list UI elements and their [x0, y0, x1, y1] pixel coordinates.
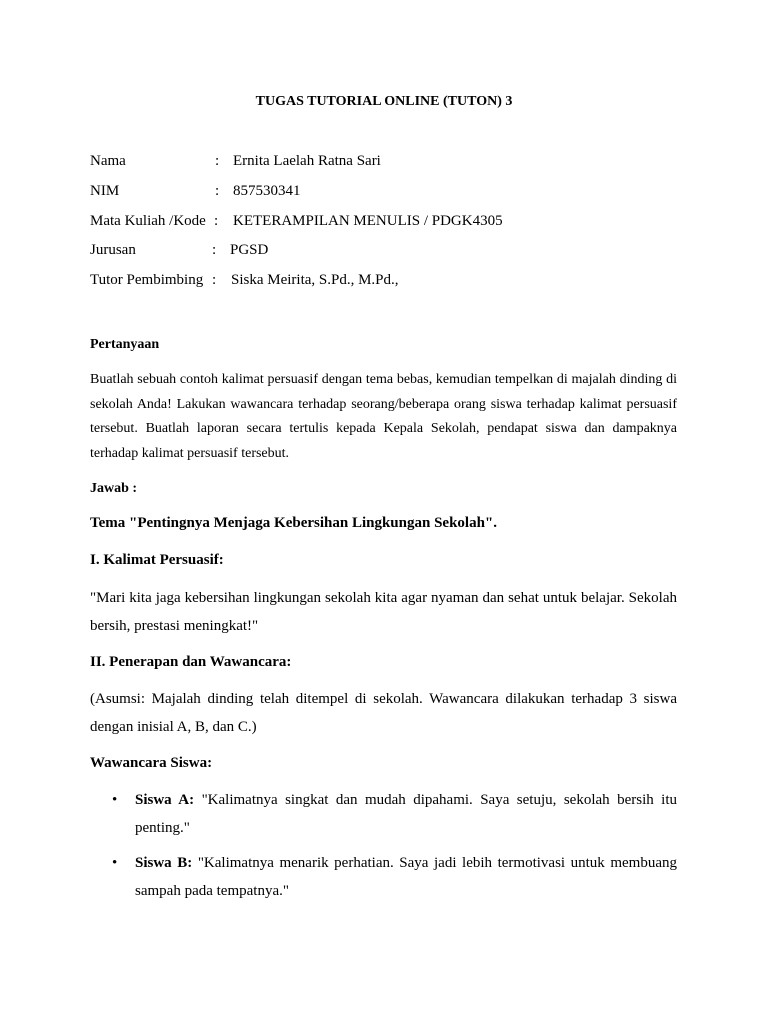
list-item	[90, 849, 677, 905]
info-colon: :	[212, 242, 217, 258]
info-value: Ernita Laelah Ratna Sari	[233, 153, 381, 169]
student-name: Siswa A:	[135, 792, 195, 808]
info-value: Siska Meirita, S.Pd., M.Pd.,	[231, 272, 399, 288]
student-response: "Kalimatnya singkat dan mudah dipahami. Saya setuju, sekolah bersih itu penting."	[135, 792, 678, 836]
info-colon: :	[212, 272, 217, 288]
answer-heading: Jawab :	[90, 481, 138, 496]
info-colon: :	[214, 213, 219, 229]
info-value: KETERAMPILAN MENULIS / PDGK4305	[233, 213, 503, 229]
info-colon: :	[215, 153, 220, 169]
info-label: Mata Kuliah /Kode	[90, 213, 206, 229]
info-value: 857530341	[233, 183, 301, 199]
theme-heading: Tema "Pentingnya Menjaga Kebersihan Lingkungan Sekolah".	[90, 515, 498, 531]
info-colon: :	[215, 183, 220, 199]
interview-heading: Wawancara Siswa:	[90, 755, 213, 771]
info-label: Tutor Pembimbing	[90, 272, 204, 288]
info-label: Nama	[90, 153, 126, 169]
question-text: Buatlah sebuah contoh kalimat persuasif dengan tema bebas, kemudian tempelkan di majalah dinding di sekolah Anda! Lakukan wawancara terhadap seorang/beberapa orang siswa terhadap kalimat persuasif tersebut. Buatlah laporan secara tertulis kepada Kepala Sekolah, pendapat siswa dan dampaknya terhadap kalimat persuasif tersebut.	[90, 372, 677, 461]
section1-text: "Mari kita jaga kebersihan lingkungan sekolah kita agar nyaman dan sehat untuk belajar. Sekolah bersih, prestasi meningkat!"	[90, 590, 677, 634]
info-value: PGSD	[230, 242, 269, 258]
bullet-icon: •	[112, 855, 118, 871]
info-label: NIM	[90, 183, 120, 199]
info-label: Jurusan	[90, 242, 136, 258]
section2-heading: II. Penerapan dan Wawancara:	[90, 654, 292, 670]
bullet-icon: •	[112, 792, 118, 808]
student-name: Siswa B:	[135, 855, 193, 871]
section2-text: (Asumsi: Majalah dinding telah ditempel di sekolah. Wawancara dilakukan terhadap 3 siswa dengan inisial A, B, dan C.)	[90, 691, 677, 735]
question-heading: Pertanyaan	[90, 337, 160, 352]
list-item	[90, 786, 677, 842]
student-response: "Kalimatnya menarik perhatian. Saya jadi lebih termotivasi untuk membuang sampah pada tempatnya."	[135, 855, 678, 899]
section1-heading: I. Kalimat Persuasif:	[90, 552, 224, 568]
page-title: TUGAS TUTORIAL ONLINE (TUTON) 3	[255, 94, 513, 109]
